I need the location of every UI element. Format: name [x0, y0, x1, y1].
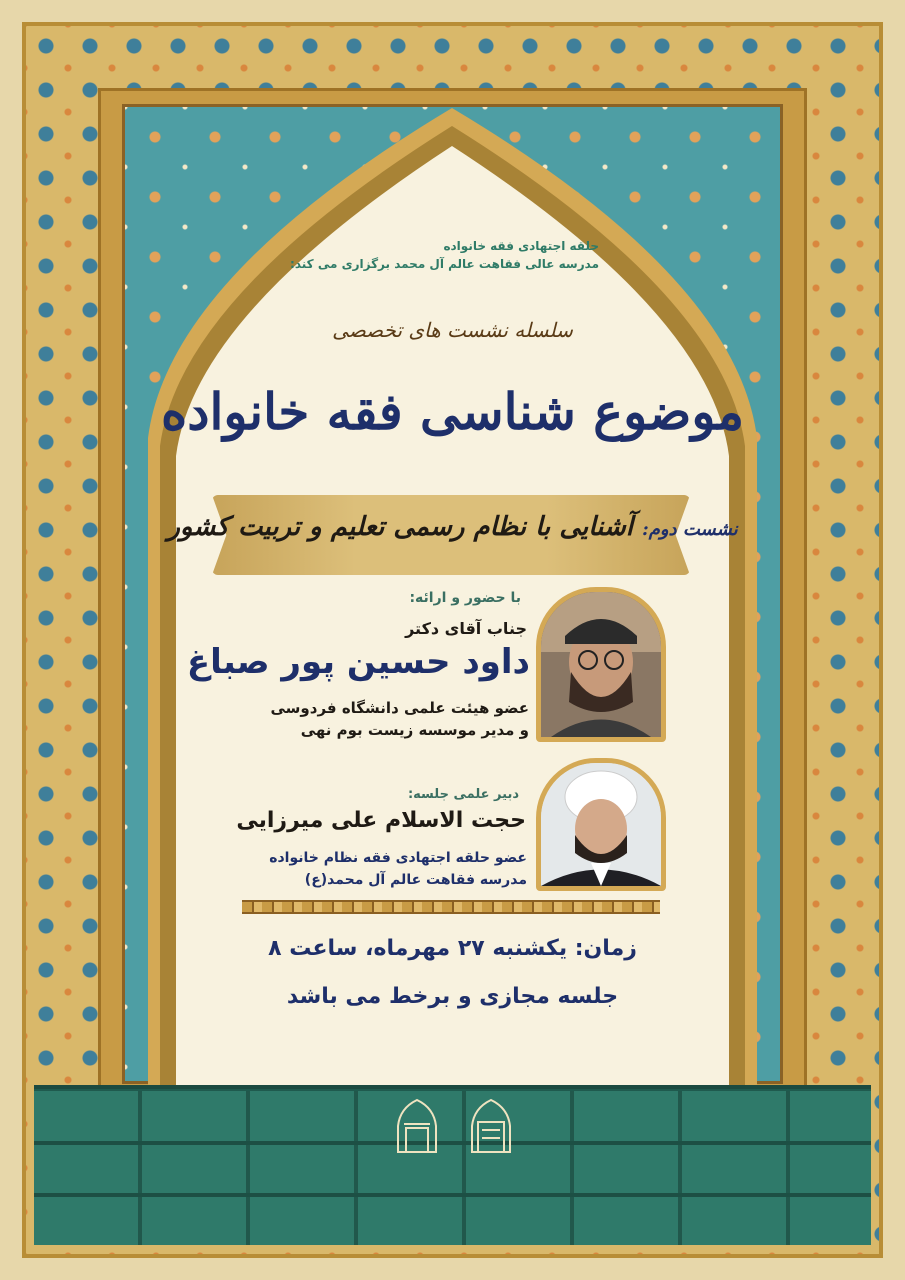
presenter-role	[271, 697, 530, 741]
event-time: زمان: یکشنبه ۲۷ مهرماه، ساعت ۸	[268, 936, 637, 961]
shrine-logo-icon	[468, 1098, 514, 1154]
series-title: سلسله نشست های تخصصی	[332, 318, 573, 342]
event-format: جلسه مجازی و برخط می باشد	[286, 984, 619, 1009]
ornamental-divider	[242, 900, 660, 914]
secretary-role-line-2: مدرسه فقاهت عالم آل محمد(ع)	[304, 872, 527, 888]
organizer-line-1: حلقه اجتهادی فقه خانواده	[443, 239, 599, 253]
secretary-portrait-icon	[541, 763, 661, 886]
logo-left	[378, 1092, 456, 1214]
session-prefix: نشست دوم:	[642, 519, 738, 540]
presenter-intro-label: با حضور و ارائه:	[409, 590, 521, 606]
presenter-role-line-2: و مدیر موسسه زیست بوم نهی	[300, 721, 529, 739]
presenter-portrait-icon	[541, 592, 661, 737]
main-title: موضوع شناسی فقه خانواده	[161, 382, 744, 441]
secretary-role	[269, 847, 527, 891]
presenter-photo	[536, 587, 666, 742]
secretary-role-line-1: عضو حلقه اجتهادی فقه نظام خانواده	[269, 850, 527, 866]
presenter-role-line-1: عضو هیئت علمی دانشگاه فردوسی	[270, 699, 529, 717]
shrine-logo-icon	[394, 1098, 440, 1154]
session-topic: آشنایی با نظام رسمی تعلیم و تربیت کشور	[167, 512, 634, 542]
session-title	[0, 512, 905, 542]
presenter-honorific: جناب آقای دکتر	[405, 619, 527, 638]
secretary-label: دبیر علمی جلسه:	[407, 787, 519, 802]
organizer-line-2: مدرسه عالی فقاهت عالم آل محمد برگزاری می کند:	[290, 257, 599, 271]
logo-right	[452, 1092, 530, 1214]
secretary-name: حجت الاسلام علی میرزایی	[236, 808, 526, 833]
secretary-photo	[536, 758, 666, 891]
organizer-block	[290, 237, 599, 273]
presenter-name: داود حسین پور صباغ	[186, 642, 530, 682]
